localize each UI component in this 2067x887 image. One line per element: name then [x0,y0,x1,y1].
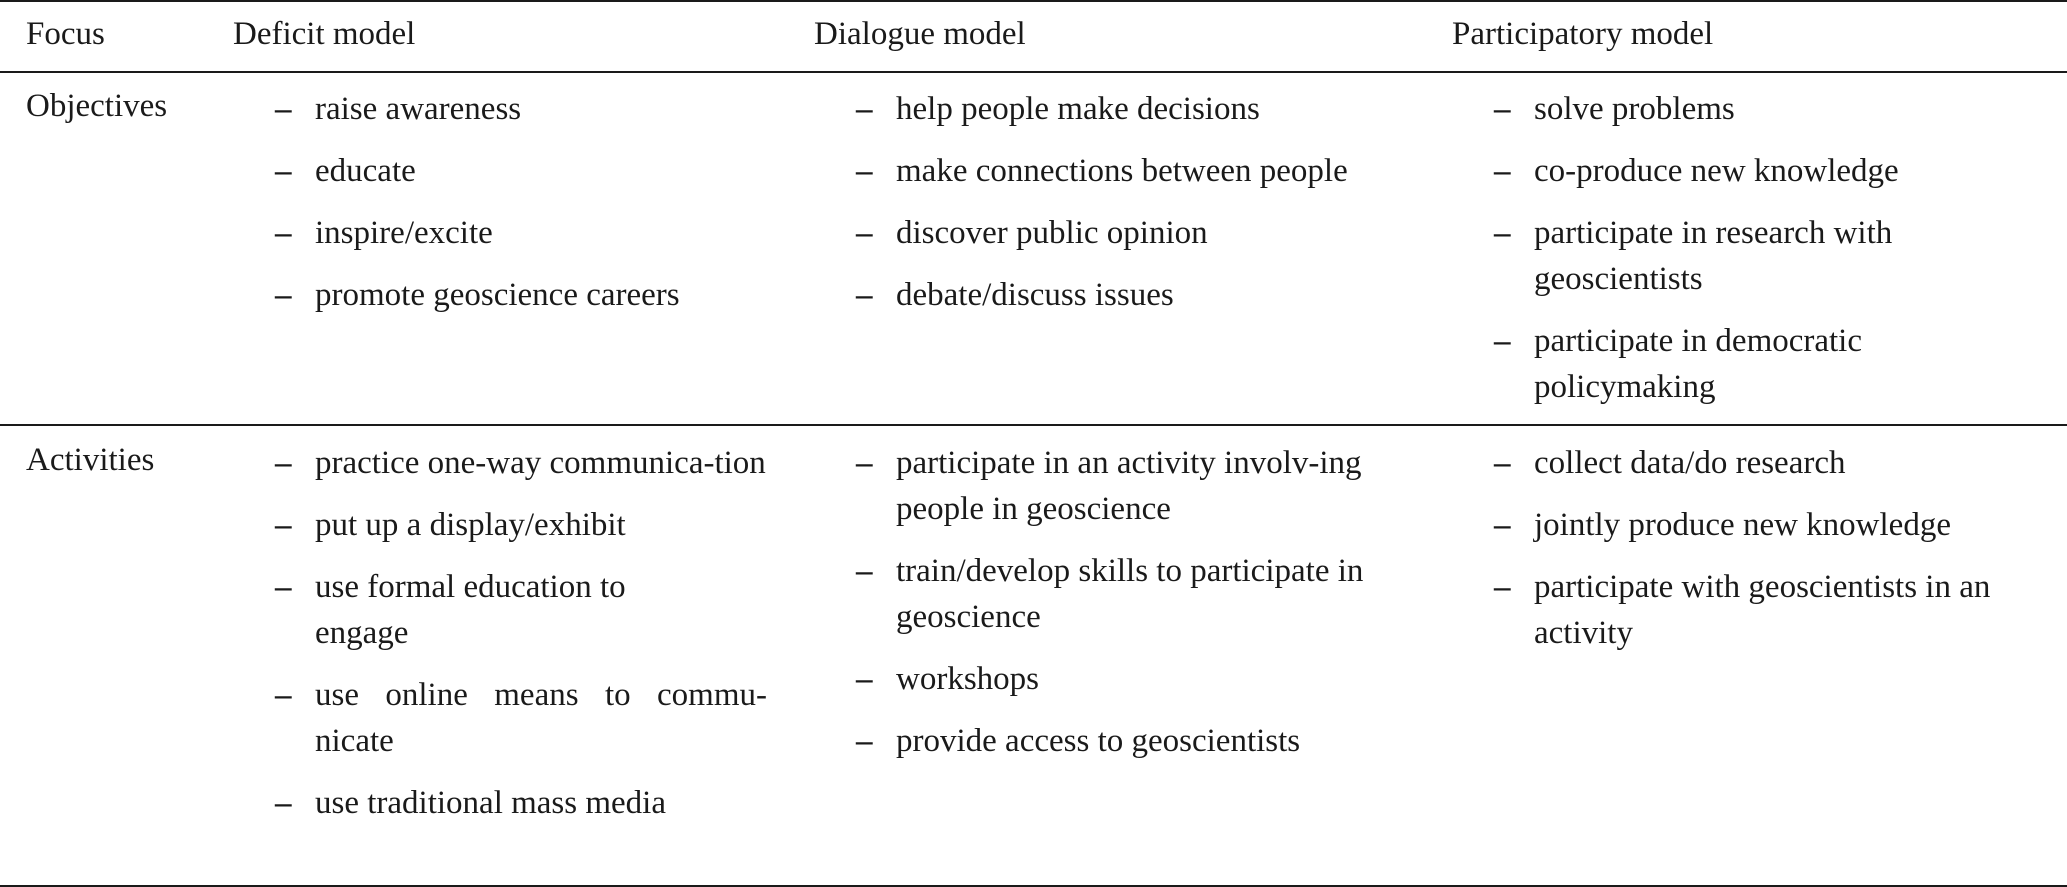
table-top-rule [0,0,2067,2]
activities-participatory-list [1494,440,2034,672]
list-item: – participate with geoscientists in an activity [1494,564,2034,656]
dash-bullet: – [275,785,292,821]
list-item: – workshops [856,656,1404,702]
dash-bullet: – [856,445,873,481]
dash-bullet: – [275,445,292,481]
activities-deficit-list [275,440,767,842]
dash-bullet: – [275,677,292,713]
dash-bullet: – [275,215,292,251]
list-item: – help people make decisions [856,86,1406,132]
header-focus: Focus [26,16,105,52]
list-item: – participate in democratic policymaking [1494,318,1994,410]
dash-bullet: – [1494,153,1511,189]
dash-bullet: – [856,723,873,759]
header-participatory-model: Participatory model [1452,16,1714,52]
list-item: – debate/discuss issues [856,272,1406,318]
dash-bullet: – [275,277,292,313]
dash-bullet: – [1494,569,1511,605]
list-item: – practice one-way communica-tion [275,440,767,486]
dash-bullet: – [1494,323,1511,359]
objectives-participatory-list [1494,86,1994,426]
list-item: – inspire/excite [275,210,765,256]
list-item: – use traditional mass media [275,780,767,826]
list-item: – participate in an activity involv-ing people in geoscience [856,440,1404,532]
dash-bullet: – [1494,91,1511,127]
list-item: – use online means to commu-nicate [275,672,767,764]
list-item: – participate in research with geoscientists [1494,210,1994,302]
dash-bullet: – [275,569,292,605]
list-item: – make connections between people [856,148,1406,194]
list-item: – raise awareness [275,86,765,132]
list-item: – discover public opinion [856,210,1406,256]
dash-bullet: – [856,661,873,697]
list-item: – collect data/do research [1494,440,2034,486]
dash-bullet: – [856,91,873,127]
list-item: – solve problems [1494,86,1994,132]
list-item: – put up a display/exhibit [275,502,767,548]
header-rule [0,71,2067,73]
dash-bullet: – [856,553,873,589]
dash-bullet: – [275,153,292,189]
objectives-deficit-list [275,86,765,334]
row-label-activities: Activities [26,442,155,478]
dash-bullet: – [856,277,873,313]
dash-bullet: – [275,91,292,127]
list-item: – educate [275,148,765,194]
list-item: – co-produce new knowledge [1494,148,1994,194]
row-divider-rule [0,424,2067,426]
row-label-objectives: Objectives [26,88,168,124]
list-item: – promote geoscience careers [275,272,765,318]
dash-bullet: – [1494,215,1511,251]
header-dialogue-model: Dialogue model [814,16,1026,52]
list-item: – provide access to geoscientists [856,718,1404,764]
header-deficit-model: Deficit model [233,16,416,52]
dash-bullet: – [1494,445,1511,481]
list-item: – train/develop skills to participate in geoscience [856,548,1404,640]
dash-bullet: – [1494,507,1511,543]
objectives-dialogue-list [856,86,1406,334]
dash-bullet: – [856,153,873,189]
list-item: – jointly produce new knowledge [1494,502,2034,548]
dash-bullet: – [275,507,292,543]
dash-bullet: – [856,215,873,251]
list-item: – use formal education to engage [275,564,767,656]
activities-dialogue-list [856,440,1404,780]
